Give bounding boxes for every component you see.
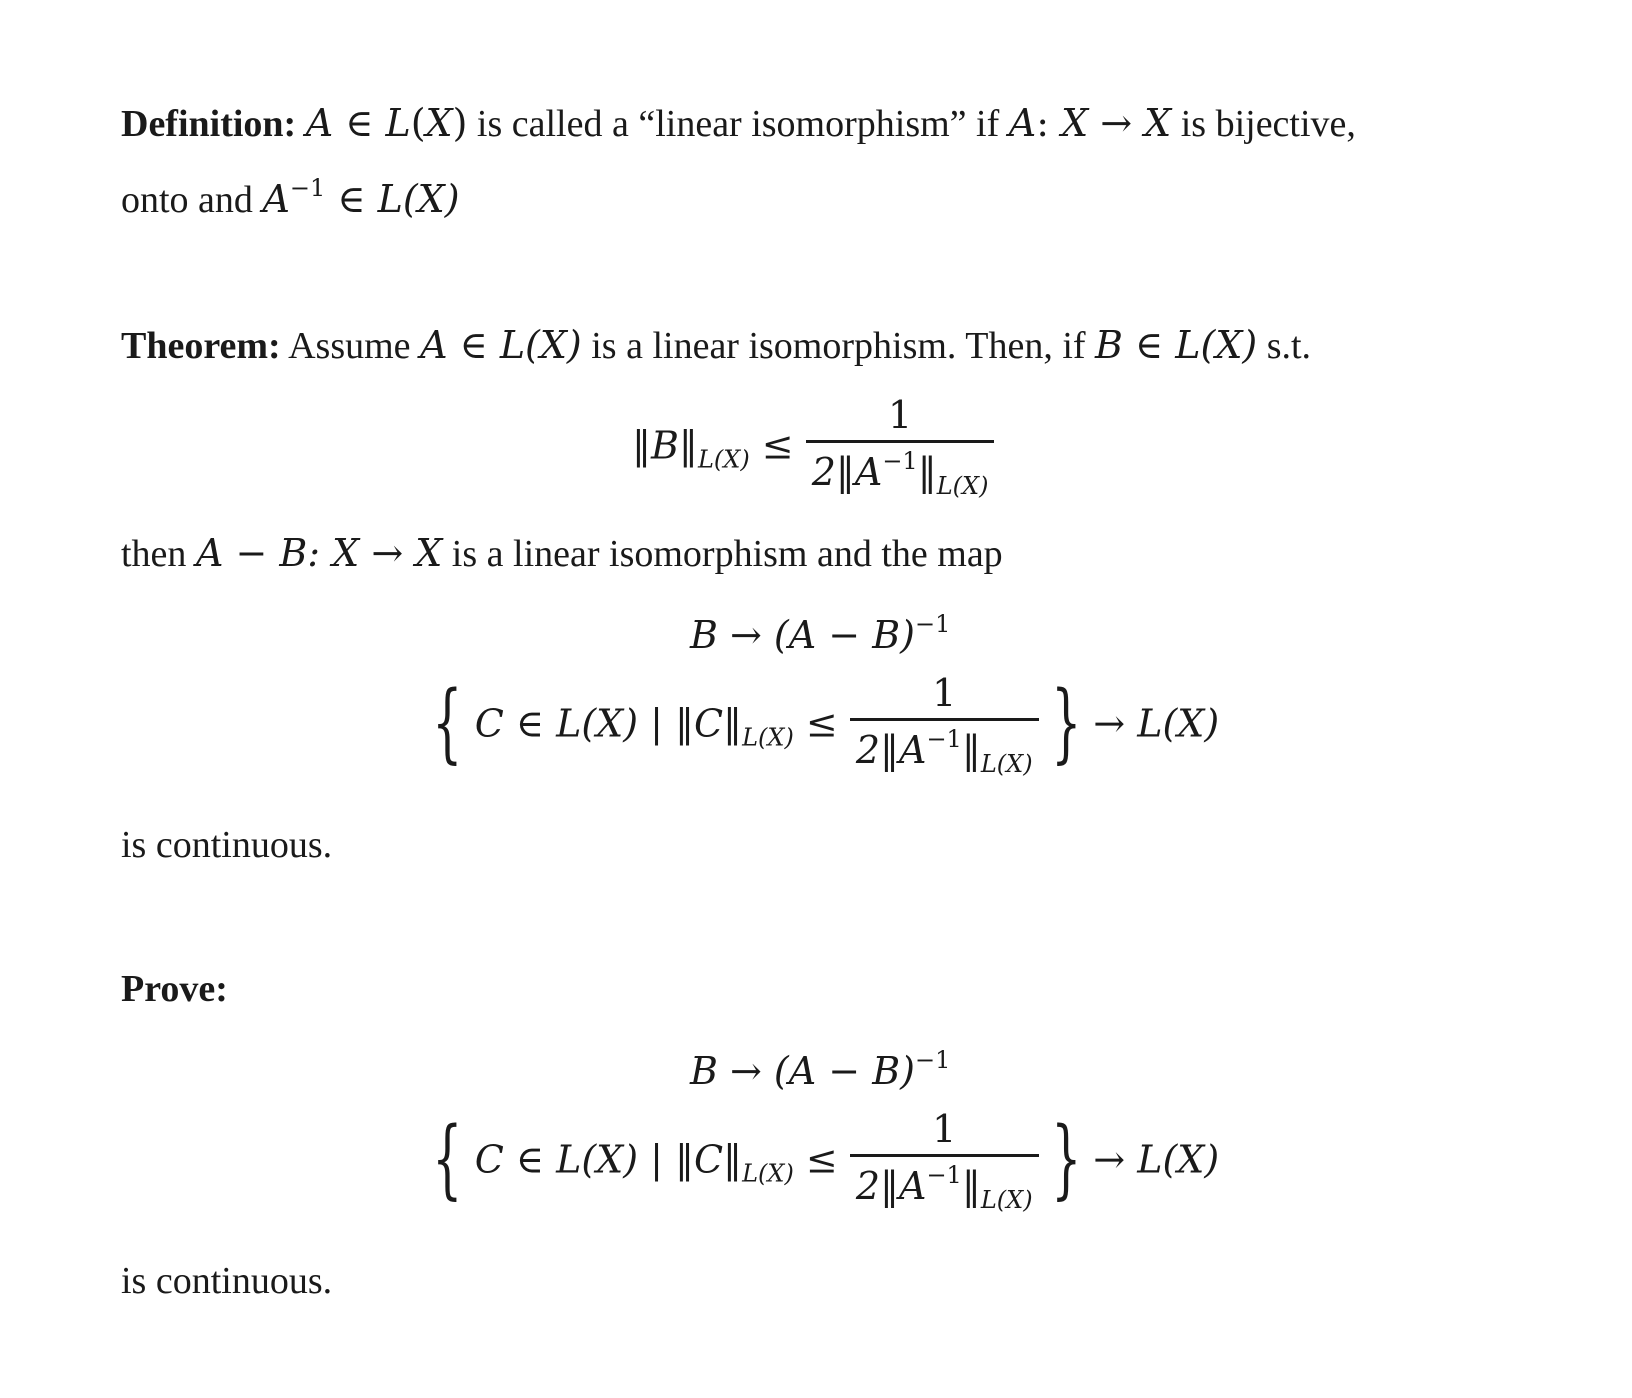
def2-sup: −1 bbox=[289, 174, 326, 202]
ineq-den-sub: L(X) bbox=[936, 472, 989, 500]
thm-target: → L(X) bbox=[1093, 701, 1220, 746]
thm-map-expr: B → (A − B) bbox=[690, 613, 915, 657]
prove-close-brace: } bbox=[1050, 1109, 1081, 1209]
def2-LX: L(X) bbox=[377, 177, 460, 221]
thm-LX-1: L(X) bbox=[499, 323, 582, 367]
def-arrow: → bbox=[1088, 101, 1145, 145]
thm-set-fraction bbox=[850, 671, 1039, 778]
def-A: A bbox=[305, 101, 334, 145]
prove-set-den-sub: L(X) bbox=[980, 1186, 1033, 1214]
prove-target: → L(X) bbox=[1093, 1137, 1220, 1182]
thm-set-denominator bbox=[850, 718, 1039, 776]
def-text-1: is called a “linear isomorphism” if bbox=[467, 103, 1009, 145]
theorem-conclusion: is continuous. bbox=[121, 824, 333, 866]
def2-A: A bbox=[262, 177, 290, 221]
ineq-den-prefix: 2‖A bbox=[811, 450, 883, 494]
ineq-fraction bbox=[806, 393, 995, 500]
thm-text-3: s.t. bbox=[1257, 325, 1312, 367]
thm-set-sub: L(X) bbox=[742, 723, 794, 752]
prove-map-expr: B → (A − B) bbox=[690, 1049, 915, 1093]
thm-set-den-norm: ‖ bbox=[961, 728, 981, 772]
ineq-lhs-norm: ‖B‖ bbox=[632, 423, 698, 468]
def-X: X bbox=[425, 101, 453, 145]
theorem-line bbox=[121, 323, 1312, 367]
ineq-denominator bbox=[806, 440, 995, 498]
then-text-1: then bbox=[121, 533, 196, 575]
thm-set-lhs: C ∈ L(X) | ‖C‖ bbox=[474, 701, 743, 746]
prove-map bbox=[690, 1046, 951, 1093]
prove-conclusion: is continuous. bbox=[121, 1260, 333, 1302]
prove-set-leq: ≤ bbox=[793, 1137, 850, 1182]
theorem-inequality bbox=[632, 393, 994, 500]
ineq-lhs-sub: L(X) bbox=[697, 445, 750, 474]
thm-B: B bbox=[1095, 323, 1123, 367]
def-X3: X bbox=[1144, 101, 1172, 145]
theorem-map bbox=[690, 610, 951, 657]
prove-set-den-sup: −1 bbox=[926, 1161, 962, 1189]
then-text-2: is a linear isomorphism and the map bbox=[442, 533, 1003, 575]
prove-label: Prove: bbox=[121, 968, 228, 1010]
thm-close-brace: } bbox=[1050, 673, 1081, 773]
thm-set-leq: ≤ bbox=[793, 701, 850, 746]
prove-domain bbox=[420, 1107, 1220, 1214]
theorem-label: Theorem: bbox=[121, 325, 281, 367]
thm-in-2: ∈ bbox=[1122, 323, 1176, 367]
thm-in-1: ∈ bbox=[447, 323, 500, 367]
def-colon: : bbox=[1036, 101, 1062, 145]
def-paren-close: ) bbox=[452, 101, 468, 145]
definition-line-2 bbox=[121, 176, 460, 219]
definition-label: Definition: bbox=[121, 103, 297, 145]
prove-set-lhs: C ∈ L(X) | ‖C‖ bbox=[474, 1137, 743, 1182]
thm-A: A bbox=[420, 323, 448, 367]
theorem-domain bbox=[420, 671, 1220, 778]
ineq-numerator: 1 bbox=[887, 393, 913, 437]
then-math: A − B: X → X bbox=[195, 531, 443, 575]
thm-LX-2: L(X) bbox=[1175, 323, 1258, 367]
ineq-leq: ≤ bbox=[749, 423, 806, 468]
thm-set-den-sup: −1 bbox=[926, 725, 962, 753]
prove-set-numerator: 1 bbox=[932, 1107, 957, 1151]
prove-set-denominator bbox=[850, 1154, 1039, 1212]
prove-set-den-prefix: 2‖A bbox=[855, 1164, 927, 1208]
def2-in: ∈ bbox=[325, 177, 378, 221]
def-in: ∈ bbox=[333, 101, 386, 145]
def-X2: X bbox=[1061, 101, 1089, 145]
def-A2: A bbox=[1008, 101, 1037, 145]
def-text-2: is bijective, bbox=[1171, 103, 1356, 145]
thm-text-1: Assume bbox=[280, 325, 421, 367]
def-L: L bbox=[385, 101, 411, 145]
thm-open-brace: { bbox=[432, 673, 463, 773]
def2-text: onto and bbox=[121, 179, 263, 221]
thm-set-den-sub: L(X) bbox=[980, 750, 1033, 778]
ineq-den-norm: ‖ bbox=[917, 450, 937, 494]
prove-set-den-norm: ‖ bbox=[961, 1164, 981, 1208]
prove-set-sub: L(X) bbox=[742, 1159, 794, 1188]
prove-set-fraction bbox=[850, 1107, 1039, 1214]
thm-set-numerator: 1 bbox=[932, 671, 957, 715]
thm-map-sup: −1 bbox=[914, 610, 951, 638]
thm-text-2: is a linear isomorphism. Then, if bbox=[581, 325, 1096, 367]
prove-open-brace: { bbox=[432, 1109, 463, 1209]
thm-set-den-prefix: 2‖A bbox=[855, 728, 927, 772]
theorem-then-line bbox=[121, 531, 1003, 575]
prove-map-sup: −1 bbox=[914, 1046, 951, 1074]
ineq-den-sup: −1 bbox=[882, 447, 918, 475]
def-paren-open: ( bbox=[410, 101, 426, 145]
definition-line-1 bbox=[121, 101, 1356, 145]
